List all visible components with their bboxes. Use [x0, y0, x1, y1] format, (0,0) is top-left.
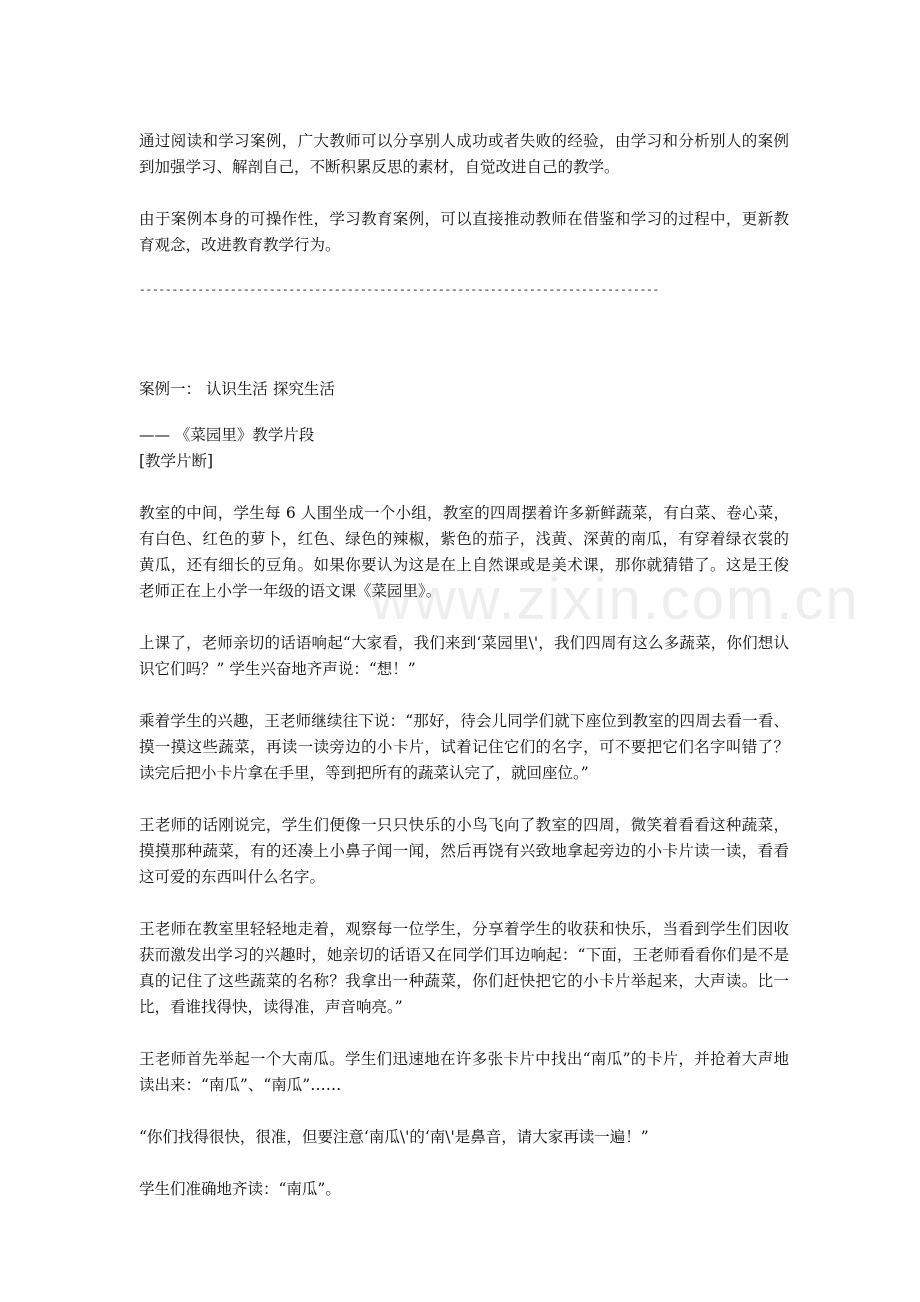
section-label: [教学片断]: [139, 452, 214, 470]
story-paragraph: 王老师的话刚说完，学生们便像一只只快乐的小鸟飞向了教室的四周，微笑着看看这种蔬菜，摸摸那种蔬菜，有的还凑上小鼻子闻一闻，然后再饶有兴致地拿起旁边的小卡片读一读，看看这可爱的东西叫什么名字。: [139, 816, 789, 886]
intro-paragraph-2: 由于案例本身的可操作性，学习教育案例，可以直接推动教师在借鉴和学习的过程中，更新教育观念，改进教育教学行为。: [139, 210, 789, 254]
story-paragraph: 王老师首先举起一个大南瓜。学生们迅速地在许多张卡片中找出“南瓜”的卡片，并抢着大声地读出来：“南瓜”、“南瓜”……: [139, 1050, 789, 1094]
case-title: 案例一： 认识生活 探究生活: [139, 380, 335, 398]
document-body: [139, 128, 789, 1202]
case-subtitle: —— 《菜园里》教学片段: [139, 426, 315, 444]
watermark: www.zixin.com.cn: [370, 567, 860, 632]
story-paragraph: 王老师在教室里轻轻地走着，观察每一位学生，分享着学生的收获和快乐，当看到学生们因收获而激发出学习的兴趣时，她亲切的话语又在同学们耳边响起：“下面，王老师看看你们是不是真的记住了这些蔬菜的名称？我拿出一种蔬菜，你们赶快把它的小卡片举起来，大声读。比一比，看谁找得快，读得准，声音响亮。”: [139, 920, 789, 1016]
separator-line: --------------------------------------------------------------------------------: [139, 285, 660, 297]
story-paragraph: 上课了，老师亲切的话语响起“大家看，我们来到‘菜园里\'，我们四周有这么多蔬菜，你们想认识它们吗？” 学生兴奋地齐声说：“想！”: [139, 634, 789, 678]
story-paragraph: 教室的中间，学生每 6 人围坐成一个小组，教室的四周摆着许多新鲜蔬菜，有白菜、卷心菜，有白色、红色的萝卜，红色、绿色的辣椒，紫色的茄子，浅黄、深黄的南瓜，有穿着绿衣裳的黄瓜，还有细长的豆角。如果你要认为这是在上自然课或是美术课，那你就猜错了。这是王俊老师正在上小学一年级的语文课《菜园里》。: [139, 504, 789, 600]
story-paragraph: 学生们准确地齐读：“南瓜”。: [139, 1180, 341, 1198]
story-paragraph: 乘着学生的兴趣，王老师继续往下说：“那好，待会儿同学们就下座位到教室的四周去看一看、摸一摸这些蔬菜，再读一读旁边的小卡片，试着记住它们的名字，可不要把它们名字叫错了？读完后把小卡片拿在手里，等到把所有的蔬菜认完了，就回座位。”: [139, 712, 789, 782]
intro-paragraph-1: 通过阅读和学习案例，广大教师可以分享别人成功或者失败的经验，由学习和分析别人的案例到加强学习、解剖自己，不断积累反思的素材，自觉改进自己的教学。: [139, 132, 789, 176]
story-paragraph: “你们找得很快，很准，但要注意‘南瓜\'的‘南\'是鼻音，请大家再读一遍！”: [139, 1128, 649, 1146]
